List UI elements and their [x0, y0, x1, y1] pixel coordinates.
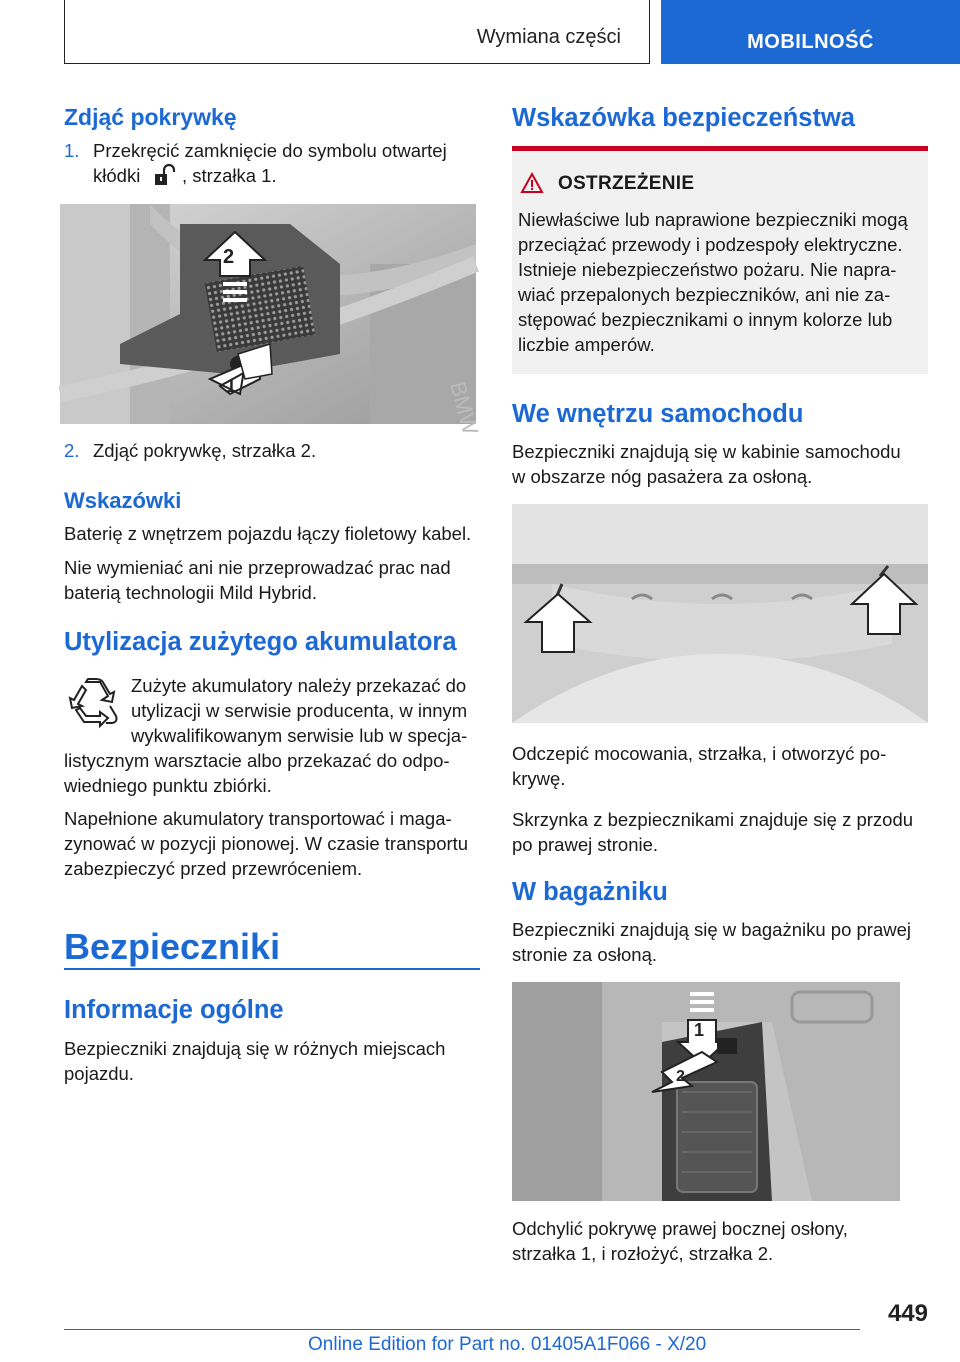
remove-cover-heading: Zdjąć pokrywkę: [64, 104, 237, 130]
warning-line3: Istnieje niebezpieczeństwo pożaru. Nie napra-: [518, 259, 897, 280]
warning-line2: przeciążać przewody i podzespoły elektryczne.: [518, 234, 903, 255]
svg-text:BMW: BMW: [445, 378, 484, 438]
disposal-line5: wiedniego punktu zbiórki.: [64, 775, 272, 796]
notes-paragraph-2-line2: baterią technologii Mild Hybrid.: [64, 582, 317, 603]
step1-text-kludki: kłódki: [93, 165, 141, 186]
fusebox-location-line2: po prawej stronie.: [512, 834, 659, 855]
lock-open-icon: [152, 163, 178, 187]
trunk-line1: Bezpieczniki znajdują się w bagażniku po prawej: [512, 919, 912, 940]
notes-heading: Wskazówki: [64, 488, 182, 513]
interior-line2: w obszarze nóg pasażera za osłoną.: [512, 466, 813, 487]
release-line1: Odczepić mocowania, strzałka, i otworzyć po-: [512, 743, 887, 764]
page-number: 449: [887, 1300, 928, 1327]
fuses-heading: Bezpieczniki: [64, 926, 281, 967]
step2-number: 2.: [64, 440, 80, 461]
trunk-photo: [512, 982, 900, 1201]
disposal-heading: Utylizacja zużytego akumulatora: [64, 628, 457, 656]
disposal-line4: listycznym warsztacie albo przekazać do odpo-: [64, 750, 450, 771]
safety-heading: Wskazówka bezpieczeństwa: [512, 104, 855, 132]
step2-text: Zdjąć pokrywkę, strzałka 2.: [93, 440, 317, 461]
warning-line4: wiać przepalonych bezpieczników, ani nie za-: [518, 284, 891, 305]
warning-line5: stępować bezpiecznikami o innym kolorze lub: [518, 309, 893, 330]
fold-line1: Odchylić pokrywę prawej bocznej osłony,: [512, 1218, 848, 1239]
disposal-line3: wykwalifikowanym serwisie lub w specja-: [131, 725, 468, 746]
warning-bar: [512, 146, 928, 151]
notes-paragraph-2-line1: Nie wymieniać ani nie przeprowadzać prac nad: [64, 557, 451, 578]
trunk-heading: W bagażniku: [512, 878, 668, 906]
photo1-arrow-label-1: 1: [226, 376, 237, 396]
edition-footer: Online Edition for Part no. 01405A1F066 - X/20: [308, 1334, 707, 1355]
fusebox-location-line1: Skrzynka z bezpiecznikami znajduje się z przodu: [512, 809, 914, 830]
disposal-line1: Zużyte akumulatory należy przekazać do: [131, 675, 467, 696]
photo3-arrow-label-2: 2: [676, 1068, 685, 1085]
fuses-heading-rule: [64, 968, 480, 970]
fold-line2: strzałka 1, i rozłożyć, strzałka 2.: [512, 1243, 774, 1264]
photo3-arrow-label-1: 1: [694, 1020, 705, 1040]
general-info-line1: Bezpieczniki znajdują się w różnych miejscach: [64, 1038, 446, 1059]
warning-title: OSTRZEŻENIE: [558, 173, 695, 194]
general-info-heading: Informacje ogólne: [64, 996, 284, 1024]
interior-heading: We wnętrzu samochodu: [512, 400, 804, 428]
notes-paragraph-1: Baterię z wnętrzem pojazdu łączy fioletowy kabel.: [64, 523, 472, 544]
step1-text-line1: Przekręcić zamknięcie do symbolu otwartej: [93, 140, 447, 161]
step1-text-arrow: , strzałka 1.: [182, 165, 277, 186]
release-line2: krywę.: [512, 768, 566, 789]
header-frame: [64, 0, 650, 64]
section-title: Wymiana części: [476, 26, 621, 48]
transport-line2: zynować w pozycji pionowej. W czasie transportu: [64, 833, 469, 854]
general-info-line2: pojazdu.: [64, 1063, 134, 1084]
interior-line1: Bezpieczniki znajdują się w kabinie samochodu: [512, 441, 901, 462]
step1-number: 1.: [64, 140, 80, 161]
photo1-arrow-label-2: 2: [223, 246, 235, 268]
chapter-tab: MOBILNOŚĆ: [661, 0, 960, 64]
warning-triangle-icon: [520, 172, 544, 194]
recycle-icon: [66, 676, 120, 728]
trunk-line2: stronie za osłoną.: [512, 944, 658, 965]
transport-line3: zabezpieczyć przed przewróceniem.: [64, 858, 363, 879]
transport-line1: Napełnione akumulatory transportować i maga-: [64, 808, 452, 829]
warning-line6: liczbie amperów.: [518, 334, 655, 355]
disposal-line2: utylizacji w serwisie producenta, w innym: [131, 700, 468, 721]
battery-cover-photo: [60, 204, 484, 438]
warning-line1: Niewłaściwe lub naprawione bezpieczniki mogą: [518, 209, 908, 230]
footer-rule: [64, 1329, 860, 1330]
footwell-photo: [512, 504, 928, 723]
